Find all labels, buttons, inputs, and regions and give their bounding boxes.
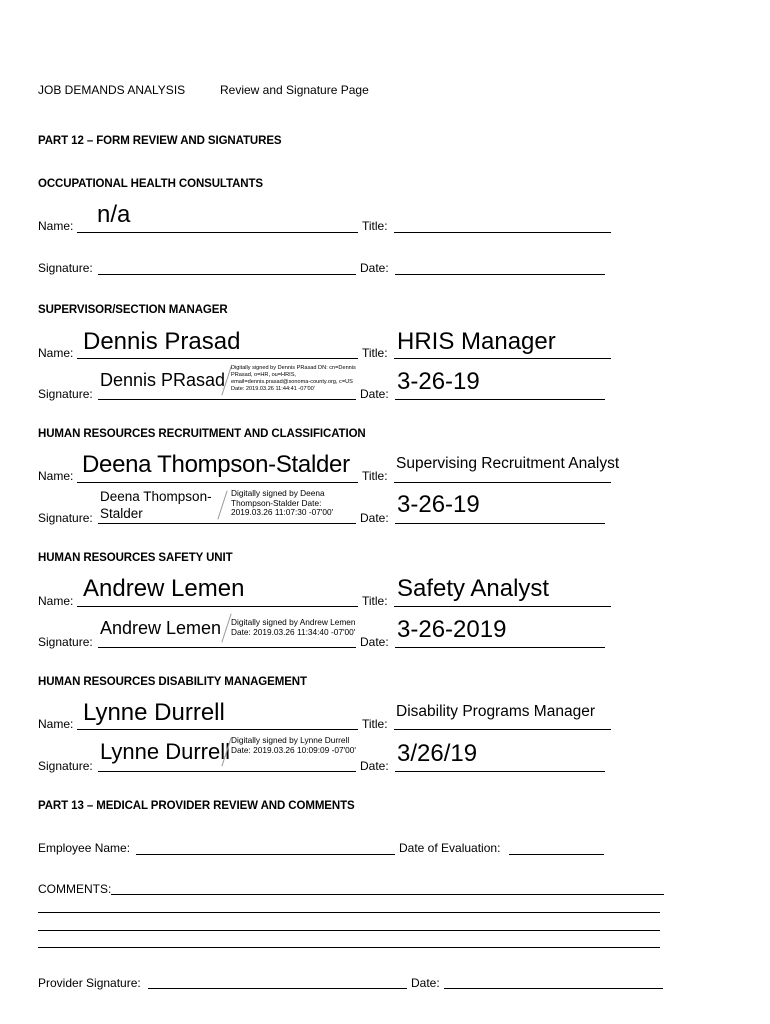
title-line (394, 358, 611, 359)
signature-value[interactable]: Lynne Durrell (100, 739, 231, 764)
date-line (395, 771, 605, 772)
date-line (395, 523, 605, 524)
comments-line[interactable] (111, 894, 664, 895)
digital-signature-text: Digitally signed by Deena Thompson-Stalder Date: 2019.03.26 11:07:30 -07'00' (231, 488, 334, 517)
name-value[interactable]: Andrew Lemen (83, 575, 245, 602)
title-value[interactable]: Safety Analyst (397, 575, 550, 602)
signature-label: Signature: (38, 387, 93, 401)
title-label: Title: (362, 219, 388, 233)
date-label: Date: (360, 261, 389, 275)
section-heading: HUMAN RESOURCES DISABILITY MANAGEMENT (38, 676, 307, 688)
signature-line (98, 647, 356, 648)
title-label: Title: (362, 594, 388, 608)
signature-label: Signature: (38, 759, 93, 773)
signature-label: Signature: (38, 635, 93, 649)
signature-line (98, 523, 356, 524)
title-line[interactable] (394, 232, 611, 233)
title-label: Title: (362, 469, 388, 483)
name-value[interactable]: Deena Thompson-Stalder (82, 451, 350, 478)
title-value[interactable]: HRIS Manager (397, 328, 556, 355)
date-label: Date: (360, 635, 389, 649)
signature-value[interactable]: Deena Thompson- Stalder (100, 489, 212, 521)
name-label: Name: (38, 346, 74, 360)
signature-value[interactable]: Dennis PRasad (100, 370, 226, 390)
name-line (77, 482, 358, 483)
date-label: Date: (360, 387, 389, 401)
date-label: Date: (360, 759, 389, 773)
provider-signature-label: Provider Signature: (38, 976, 141, 990)
employee-name-label: Employee Name: (38, 841, 131, 855)
date-line[interactable] (395, 274, 605, 275)
title-line (394, 729, 611, 730)
digital-signature-text: Digitally signed by Dennis PRasad DN: cn=Dennis PRasad, o=HR, ou=HRIS, email=dennis.prasad@sonoma-county.org, c=US Date: 2019.03.26 11:44:41 -07'00' (231, 365, 356, 392)
name-line (77, 729, 358, 730)
section-heading: SUPERVISOR/SECTION MANAGER (38, 304, 228, 316)
section-heading: HUMAN RESOURCES RECRUITMENT AND CLASSIFICATION (38, 428, 366, 440)
name-label: Name: (38, 219, 74, 233)
title-value[interactable]: Supervising Recruitment Analyst (396, 455, 620, 472)
digital-signature-text: Digitally signed by Andrew Lemen Date: 2019.03.26 11:34:40 -07'00' (231, 617, 356, 637)
date-of-evaluation-label: Date of Evaluation: (399, 841, 501, 855)
provider-date-label: Date: (411, 976, 440, 990)
name-label: Name: (38, 469, 74, 483)
date-label: Date: (360, 511, 389, 525)
date-value[interactable]: 3/26/19 (397, 740, 478, 767)
name-value[interactable]: n/a (97, 201, 131, 228)
name-label: Name: (38, 717, 74, 731)
section-heading: HUMAN RESOURCES SAFETY UNIT (38, 552, 233, 564)
comments-line[interactable] (38, 912, 660, 913)
date-of-evaluation-field[interactable] (509, 854, 604, 855)
provider-date-field[interactable] (444, 988, 663, 989)
part13-title: PART 13 – MEDICAL PROVIDER REVIEW AND COMMENTS (38, 800, 355, 812)
section-heading: OCCUPATIONAL HEALTH CONSULTANTS (38, 178, 263, 190)
doc-header-right: Review and Signature Page (220, 83, 369, 97)
doc-header-left: JOB DEMANDS ANALYSIS (38, 83, 186, 97)
date-line (395, 399, 605, 400)
comments-label: COMMENTS: (38, 882, 112, 896)
title-line (394, 606, 611, 607)
signature-line (98, 399, 356, 400)
title-line (394, 482, 611, 483)
signature-line[interactable] (98, 274, 356, 275)
part12-title: PART 12 – FORM REVIEW AND SIGNATURES (38, 135, 282, 147)
name-line (77, 358, 358, 359)
employee-name-field[interactable] (136, 854, 395, 855)
title-label: Title: (362, 717, 388, 731)
date-value[interactable]: 3-26-19 (397, 491, 480, 518)
name-label: Name: (38, 594, 74, 608)
title-label: Title: (362, 346, 388, 360)
name-value[interactable]: Dennis Prasad (83, 328, 241, 355)
date-line (395, 647, 605, 648)
signature-value[interactable]: Andrew Lemen (100, 618, 222, 638)
name-value[interactable]: Lynne Durrell (83, 699, 225, 726)
name-line (77, 232, 358, 233)
date-value[interactable]: 3-26-19 (397, 368, 480, 395)
signature-label: Signature: (38, 261, 93, 275)
name-line (77, 606, 358, 607)
comments-line[interactable] (38, 947, 660, 948)
title-value[interactable]: Disability Programs Manager (396, 703, 595, 720)
digital-signature-text: Digitally signed by Lynne Durrell Date: 2019.03.26 10:09:09 -07'00' (231, 735, 356, 755)
signature-label: Signature: (38, 511, 93, 525)
signature-line (98, 771, 356, 772)
provider-signature-field[interactable] (148, 988, 407, 989)
comments-line[interactable] (38, 930, 660, 931)
date-value[interactable]: 3-26-2019 (397, 616, 507, 643)
